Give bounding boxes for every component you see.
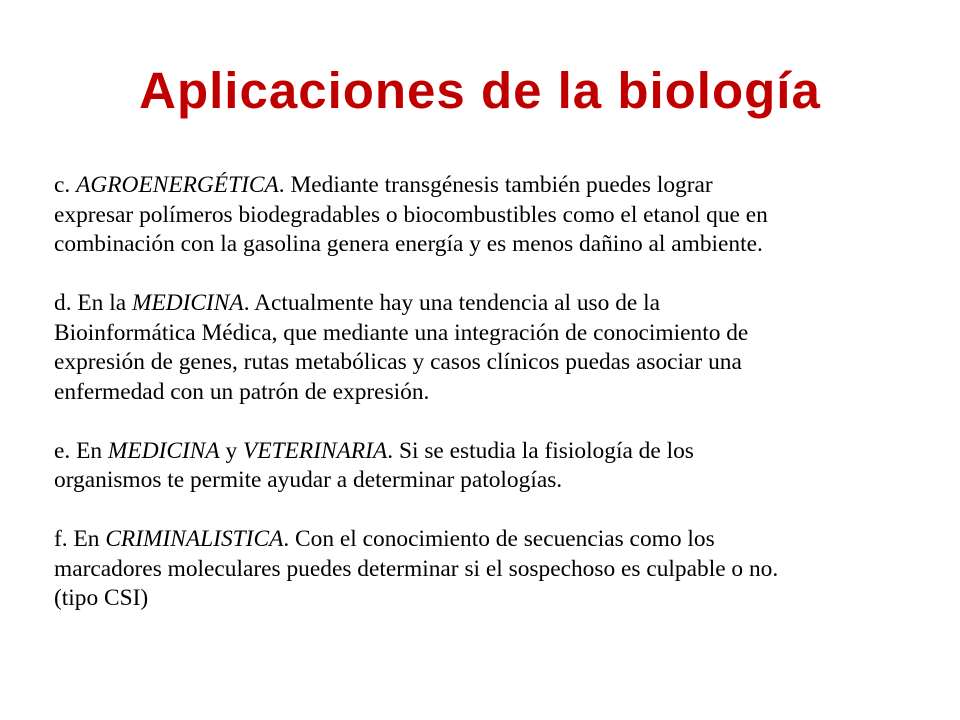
paragraph-line xyxy=(54,555,934,585)
paragraph-line xyxy=(54,319,934,349)
text-segment: . Actualmente hay una tendencia al uso de la xyxy=(243,290,661,316)
text-segment: c. xyxy=(54,172,77,198)
text-segment: y xyxy=(219,437,244,464)
paragraph-f xyxy=(54,525,934,614)
text-segment: d. En la xyxy=(54,290,132,316)
text-segment: f. En xyxy=(54,526,106,552)
text-segment: Bioinformática Médica, que mediante una integración de conocimiento de xyxy=(54,319,749,346)
paragraph-line xyxy=(54,201,934,231)
paragraph-line xyxy=(54,466,934,496)
emphasis-term: MEDICINA xyxy=(131,290,244,316)
paragraph-d xyxy=(54,289,934,407)
paragraph-line xyxy=(54,584,934,614)
emphasis-term: AGROENERGÉTICA xyxy=(76,172,279,198)
paragraph-line xyxy=(54,171,934,201)
text-segment: combinación con la gasolina genera energía y es menos dañino al ambiente. xyxy=(54,231,763,257)
slide-body xyxy=(54,171,934,614)
text-segment: . Mediante transgénesis también puedes lograr xyxy=(278,172,713,198)
emphasis-term: CRIMINALISTICA xyxy=(105,526,284,552)
slide-title: Aplicaciones de la biología xyxy=(139,62,821,119)
paragraph-c xyxy=(54,171,934,260)
text-segment: expresar polímeros biodegradables o biocombustibles como el etanol que en xyxy=(54,201,768,228)
paragraph-line xyxy=(54,230,934,260)
paragraph-line xyxy=(54,525,934,555)
paragraph-line xyxy=(54,378,934,408)
text-segment: marcadores moleculares puedes determinar si el sospechoso es culpable o no. xyxy=(54,555,779,582)
paragraph-line xyxy=(54,289,934,319)
paragraph-line xyxy=(54,437,934,467)
text-segment: . Si se estudia la fisiología de los xyxy=(387,437,694,464)
paragraph-e xyxy=(54,437,934,496)
text-segment: expresión de genes, rutas metabólicas y casos clínicos puedas asociar una xyxy=(54,349,742,375)
text-segment: organismos te permite ayudar a determinar patologías. xyxy=(54,467,563,493)
emphasis-term: MEDICINA xyxy=(107,437,220,464)
text-segment: enfermedad con un patrón de expresión. xyxy=(54,378,430,405)
emphasis-term: VETERINARIA xyxy=(243,437,388,464)
text-segment: e. En xyxy=(54,437,108,464)
text-segment: (tipo CSI) xyxy=(54,585,149,611)
paragraph-line xyxy=(54,348,934,378)
text-segment: . Con el conocimiento de secuencias como los xyxy=(283,526,715,552)
